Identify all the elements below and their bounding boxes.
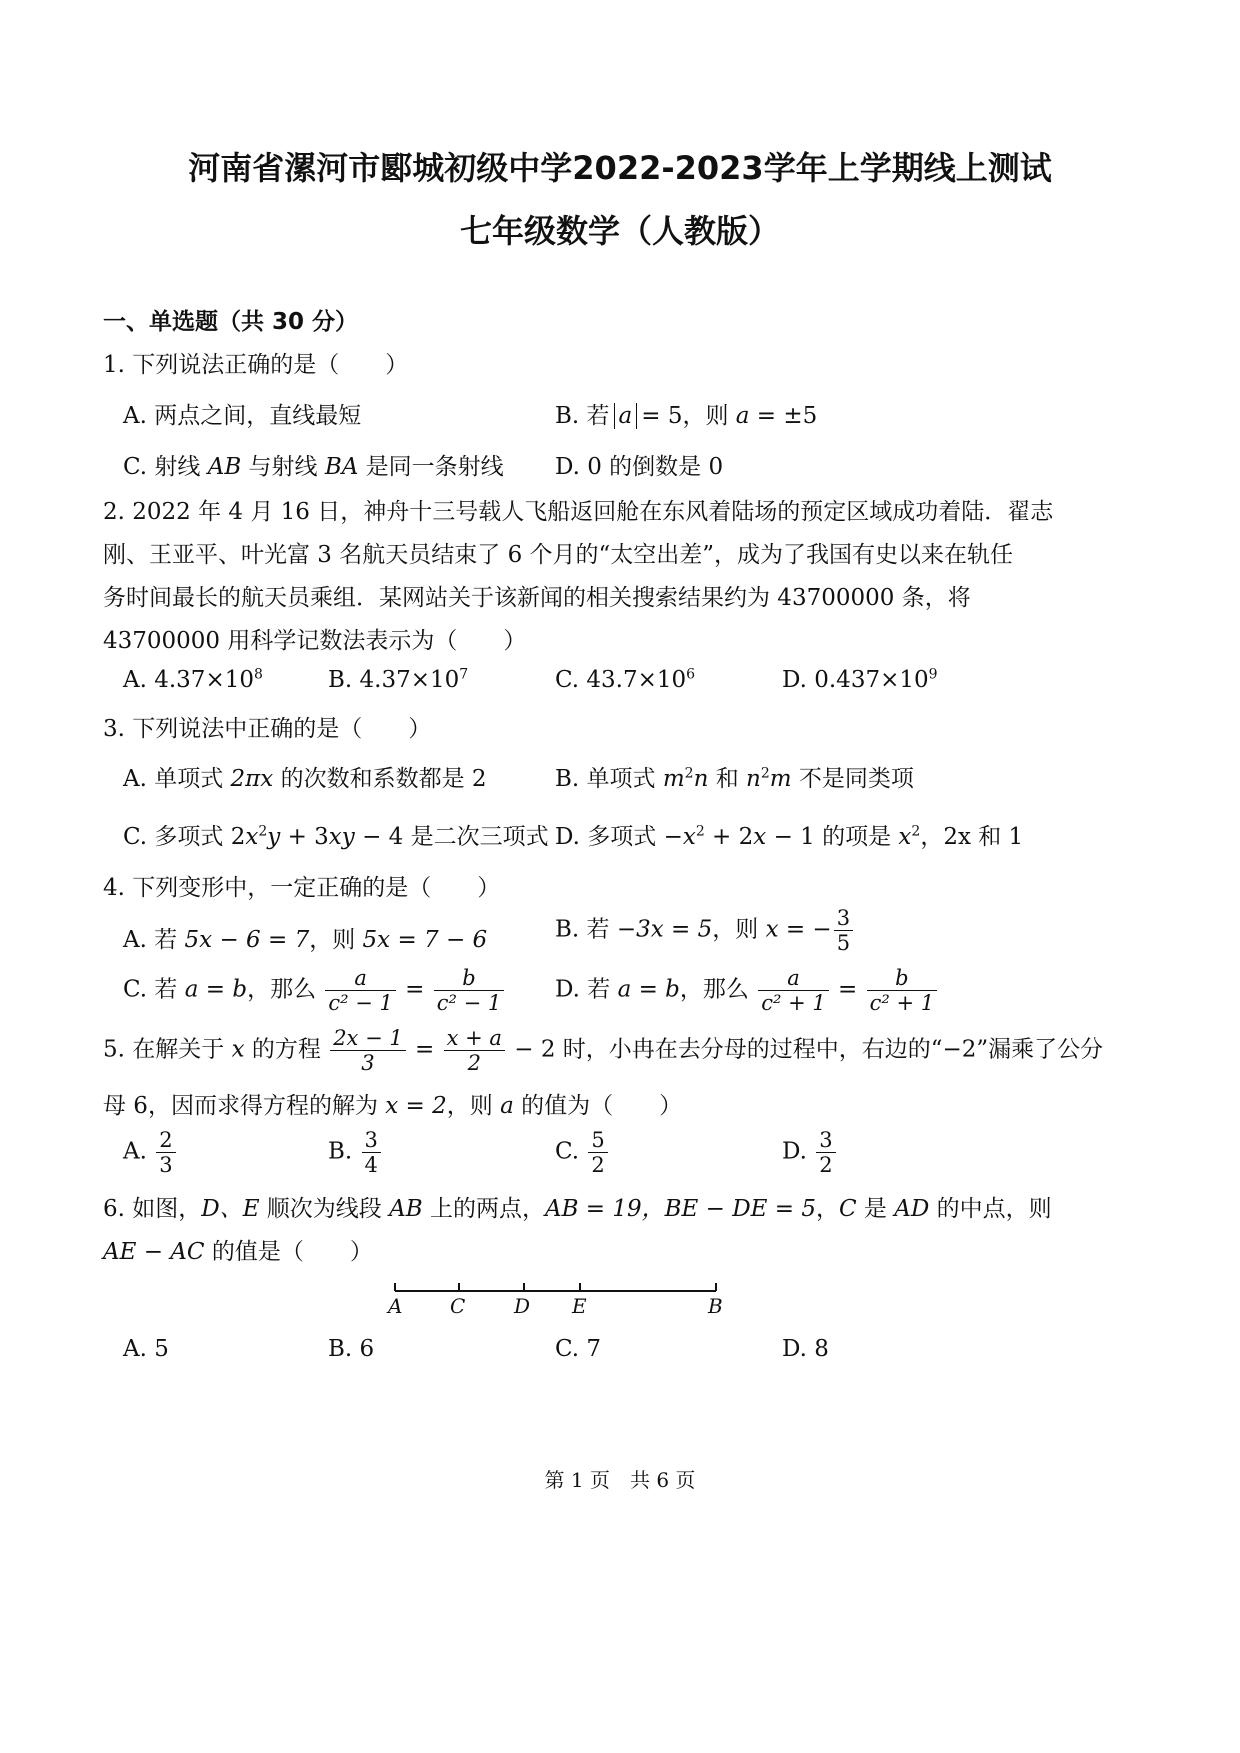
question-1-option-b: B. 若 a = 5，则 a = ±5 [555,403,818,429]
question-4-option-c: C. 若 a = b，那么 $\frac{a}{\text{c² − 1}}$ = $\frac{b}{\text{c² − 1}}$ [123,966,506,1015]
question-6-line-1: 6. 如图，D、E 顺次为线段 AB 上的两点，AB = 19，BE − DE = 5，C 是 AD 的中点，则 [103,1196,1052,1222]
page-footer: 第 1 页 共 6 页 [544,1468,696,1492]
question-5-line-2: 母 6，因而求得方程的解为 x = 2，则 a 的值为（ ） [103,1093,683,1119]
question-3-option-c: C. 多项式 $2x^2y + 3xy - 4$ 是二次三项式 [123,823,549,850]
question-5-option-d: D. $\frac{3}{2}$ [782,1128,838,1177]
question-2-line-3: 务时间最长的航天员乘组．某网站关于该新闻的相关搜索结果约为 43700000 条，将 [103,585,971,611]
exam-subtitle: 七年级数学（人教版） [459,212,780,250]
question-5-option-c: C. $\frac{5}{2}$ [555,1128,610,1177]
question-3-option-b: B. 单项式 $m^2n$ 和 $n^2m$ 不是同类项 [555,765,914,792]
point-label-c: C [450,1294,466,1318]
question-6-option-a: A. 5 [123,1336,169,1362]
question-6-line-2: AE − AC 的值是（ ） [103,1239,373,1265]
segment-figure [380,1275,740,1323]
question-6-option-d: D. 8 [782,1336,829,1362]
section-heading: 一、单选题（共 30 分） [103,309,359,335]
point-label-d: D [514,1294,531,1318]
question-5-line-1: 5. 在解关于 x 的方程 $\frac{2x - 1}{3}$ = $\frac{x + a}{2}$ − 2 时，小冉在去分母的过程中，右边的“−2”漏乘了公分 [103,1026,1104,1076]
question-1-option-a: A. 两点之间，直线最短 [123,403,362,429]
question-3-option-d: D. 多项式 $-x^2 + 2x - 1$ 的项是 $x^2$，2x 和 1 [555,823,1024,850]
point-label-a: A [388,1294,403,1318]
question-4-option-a: A. 若 5x − 6 = 7，则 5x = 7 − 6 [123,927,488,953]
question-2-option-c: C. $43.7\times 10^6$ [555,666,696,693]
question-1-stem: 1. 下列说法正确的是（ ） [103,352,409,378]
question-2-option-a: A. $4.37\times 10^8$ [123,666,263,693]
question-6-option-c: C. 7 [555,1336,602,1362]
point-label-e: E [572,1294,587,1318]
exam-title: 河南省漯河市郾城初级中学2022-2023学年上学期线上测试 [188,149,1052,187]
question-2-option-b: B. $4.37\times 10^7$ [328,666,469,693]
question-1-option-d: D. 0 的倒数是 0 [555,454,724,480]
question-6-option-b: B. 6 [328,1336,375,1362]
question-2-line-4: 43700000 用科学记数法表示为（ ） [103,628,527,654]
question-5-option-a: A. $\frac{2}{3}$ [123,1128,178,1177]
question-2-line-2: 刚、王亚平、叶光富 3 名航天员结束了 6 个月的“太空出差”，成为了我国有史以来在轨任 [103,542,1014,568]
question-2-line-1: 2. 2022 年 4 月 16 日，神舟十三号载人飞船返回舱在东风着陆场的预定区域成功着陆．翟志 [103,499,1054,525]
question-3-option-a: A. 单项式 2πx 的次数和系数都是 2 [123,766,487,792]
question-5-option-b: B. $\frac{3}{4}$ [328,1128,383,1177]
question-2-option-d: D. $0.437\times 10^9$ [782,666,938,693]
question-3-stem: 3. 下列说法中正确的是（ ） [103,716,432,742]
question-1-option-c: C. 射线 AB 与射线 BA 是同一条射线 [123,454,504,480]
question-4-option-b: B. 若 −3x = 5，则 x = − $\frac{3}{5}$ [555,906,855,955]
question-4-option-d: D. 若 a = b，那么 $\frac{a}{\text{c² + 1}}$ = $\frac{b}{\text{c² + 1}}$ [555,966,939,1015]
question-4-stem: 4. 下列变形中，一定正确的是（ ） [103,875,501,901]
point-label-b: B [708,1294,723,1318]
